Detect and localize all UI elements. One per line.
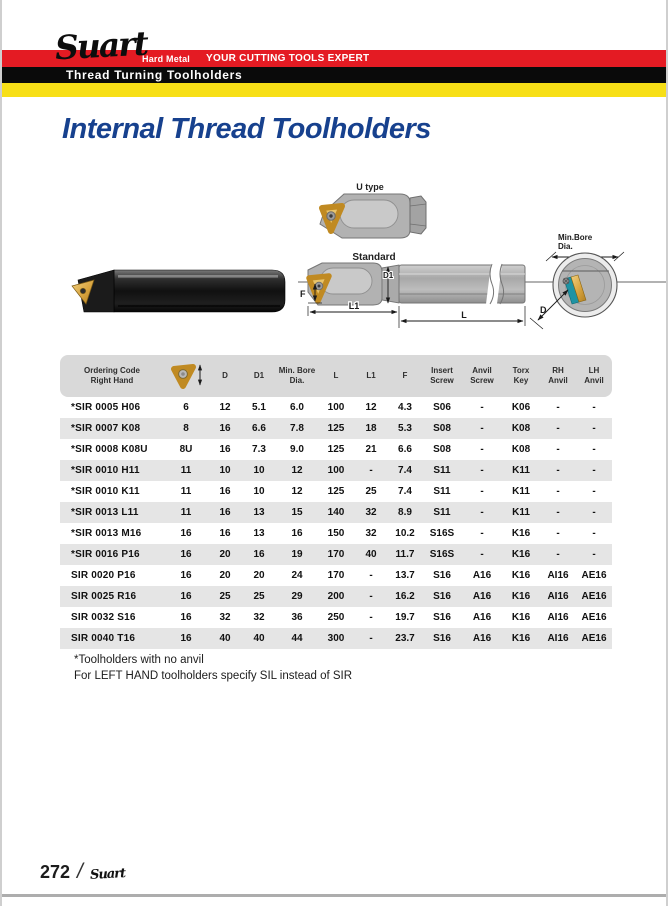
value-cell: 4.3 [398, 402, 412, 413]
value-cell: S11 [433, 507, 451, 518]
value-cell: 12 [291, 486, 303, 497]
footer-separator: / [77, 860, 83, 883]
value-cell: - [592, 444, 596, 455]
value-cell: 16 [180, 549, 192, 560]
value-cell: S16 [433, 591, 451, 602]
value-cell: 20 [219, 549, 231, 560]
value-cell: - [480, 549, 484, 560]
value-cell: - [480, 465, 484, 476]
value-cell: - [556, 528, 560, 539]
ordering-code-cell: SIR 0040 T16 [71, 633, 136, 644]
value-cell: 10 [253, 465, 265, 476]
value-cell: A16 [472, 633, 492, 644]
ordering-code-cell: *SIR 0016 P16 [71, 549, 140, 560]
value-cell: A16 [472, 612, 492, 623]
col-insert-screw: Insert Screw [430, 366, 454, 385]
clamp-block [410, 196, 426, 234]
value-cell: 150 [327, 528, 345, 539]
value-cell: 21 [365, 444, 377, 455]
col-anvil-screw: Anvil Screw [470, 366, 494, 385]
value-cell: AI16 [547, 570, 569, 581]
value-cell: 8U [179, 444, 193, 455]
dim-l1-label: L1 [348, 301, 360, 311]
value-cell: 15 [291, 507, 303, 518]
table-row [60, 523, 612, 544]
value-cell: - [556, 549, 560, 560]
table-row [60, 607, 612, 628]
value-cell: 300 [327, 633, 345, 644]
technical-drawings [2, 160, 668, 356]
value-cell: 40 [365, 549, 377, 560]
dim-l-label: L [461, 310, 467, 320]
col-min-bore: Min. Bore Dia. [278, 366, 316, 385]
value-cell: K16 [511, 633, 531, 644]
value-cell: 12 [365, 402, 377, 413]
hard-metal-label: Hard Metal [142, 53, 191, 64]
value-cell: 16 [219, 507, 231, 518]
value-cell: 19.7 [395, 612, 415, 623]
value-cell: 11.7 [395, 549, 415, 560]
value-cell: - [592, 465, 596, 476]
value-cell: 20 [219, 570, 231, 581]
value-cell: 32 [365, 507, 377, 518]
value-cell: 40 [253, 633, 265, 644]
value-cell: - [369, 633, 373, 644]
min-bore-label-1: Min.Bore [558, 233, 593, 242]
standard-label: Standard [352, 252, 396, 263]
value-cell: 16 [219, 444, 231, 455]
footnote-left-hand: For LEFT HAND toolholders specify SIL instead of SIR [74, 670, 353, 683]
col-l1: L1 [366, 371, 376, 381]
value-cell: 32 [219, 612, 231, 623]
value-cell: - [480, 444, 484, 455]
trigon-insert-icon [166, 360, 206, 390]
value-cell: 100 [327, 402, 345, 413]
value-cell: S16 [433, 612, 451, 623]
table-row [60, 628, 612, 649]
value-cell: - [369, 465, 373, 476]
col-f: F [402, 371, 408, 381]
value-cell: - [592, 507, 596, 518]
value-cell: 125 [327, 486, 345, 497]
value-cell: - [369, 570, 373, 581]
value-cell: 23.7 [395, 633, 415, 644]
value-cell: K11 [512, 507, 530, 518]
value-cell: 13.7 [395, 570, 415, 581]
bottom-rule [2, 894, 668, 897]
value-cell: K11 [512, 465, 530, 476]
ordering-code-cell: *SIR 0013 L11 [71, 507, 139, 518]
value-cell: 250 [327, 612, 345, 623]
value-cell: - [556, 507, 560, 518]
value-cell: K11 [512, 486, 530, 497]
value-cell: 6.6 [398, 444, 412, 455]
value-cell: 16 [180, 570, 192, 581]
spec-table-body [60, 397, 612, 649]
value-cell: 18 [365, 423, 377, 434]
value-cell: - [592, 528, 596, 539]
value-cell: 25 [365, 486, 377, 497]
value-cell: - [480, 486, 484, 497]
value-cell: 16 [219, 528, 231, 539]
value-cell: 16.2 [395, 591, 415, 602]
value-cell: K08 [511, 423, 531, 434]
value-cell: 6.6 [252, 423, 266, 434]
value-cell: - [480, 423, 484, 434]
value-cell: S11 [433, 486, 451, 497]
brand-logo: Suart [54, 23, 148, 68]
value-cell: 19 [291, 549, 303, 560]
value-cell: 11 [180, 507, 192, 518]
table-row [60, 481, 612, 502]
ordering-code-cell: SIR 0032 S16 [71, 612, 136, 623]
value-cell: 7.8 [290, 423, 304, 434]
value-cell: 16 [291, 528, 303, 539]
col-lh-anvil: LH Anvil [584, 366, 604, 385]
value-cell: 12 [219, 402, 231, 413]
value-cell: S16S [429, 528, 455, 539]
value-cell: - [592, 549, 596, 560]
ordering-code-cell: *SIR 0010 H11 [71, 465, 140, 476]
value-cell: AI16 [547, 591, 569, 602]
ordering-code-cell: SIR 0025 R16 [71, 591, 137, 602]
table-row [60, 418, 612, 439]
header-yellow-stripe [2, 83, 668, 97]
footnotes [74, 652, 352, 684]
value-cell: AE16 [581, 591, 607, 602]
value-cell: - [592, 402, 596, 413]
value-cell: 7.4 [398, 465, 412, 476]
value-cell: 16 [180, 528, 192, 539]
spec-table-header [60, 355, 612, 397]
value-cell: 5.3 [398, 423, 412, 434]
dim-f-label: F [300, 289, 306, 299]
value-cell: - [369, 612, 373, 623]
col-ordering-code: Ordering Code Right Hand [83, 366, 140, 385]
value-cell: 25 [253, 591, 265, 602]
value-cell: K16 [511, 570, 531, 581]
value-cell: 11 [180, 465, 192, 476]
col-rh-anvil: RH Anvil [548, 366, 568, 385]
value-cell: 125 [327, 423, 345, 434]
value-cell: S08 [433, 423, 451, 434]
col-insert-icon [164, 360, 208, 393]
value-cell: 10 [253, 486, 265, 497]
col-torx-key: Torx Key [512, 366, 530, 385]
value-cell: 200 [327, 591, 345, 602]
u-type-drawing [320, 182, 426, 238]
value-cell: S16S [429, 549, 455, 560]
table-row [60, 397, 612, 418]
value-cell: 170 [327, 570, 345, 581]
value-cell: AI16 [547, 633, 569, 644]
value-cell: 9.0 [290, 444, 304, 455]
footer-brand-logo: Suart [89, 866, 126, 883]
value-cell: 6.0 [290, 402, 304, 413]
value-cell: - [480, 402, 484, 413]
value-cell: 13 [253, 507, 265, 518]
table-row [60, 502, 612, 523]
page-number: 272 [40, 862, 71, 882]
value-cell: S06 [433, 402, 451, 413]
value-cell: - [480, 528, 484, 539]
table-row [60, 544, 612, 565]
table-row [60, 586, 612, 607]
tagline-label: YOUR CUTTING TOOLS EXPERT [206, 53, 370, 64]
value-cell: AE16 [581, 633, 607, 644]
col-d: D [222, 371, 228, 381]
value-cell: 16 [219, 423, 231, 434]
value-cell: 16 [253, 549, 265, 560]
section-title: Thread Turning Toolholders [66, 68, 243, 82]
standard-drawing [300, 252, 525, 328]
value-cell: - [480, 507, 484, 518]
value-cell: 24 [291, 570, 303, 581]
value-cell: 13 [253, 528, 265, 539]
value-cell: 44 [291, 633, 303, 644]
col-l: L [333, 371, 339, 381]
table-row [60, 460, 612, 481]
value-cell: 16 [180, 591, 192, 602]
cross-section-drawing [530, 233, 624, 329]
value-cell: - [556, 444, 560, 455]
value-cell: 29 [291, 591, 303, 602]
value-cell: S16 [433, 633, 451, 644]
value-cell: 7.3 [252, 444, 266, 455]
value-cell: 10 [219, 465, 231, 476]
value-cell: 36 [291, 612, 303, 623]
value-cell: 12 [291, 465, 303, 476]
ordering-code-cell: *SIR 0007 K08 [71, 423, 141, 434]
ordering-code-cell: *SIR 0013 M16 [71, 528, 142, 539]
value-cell: A16 [472, 591, 492, 602]
value-cell: 40 [219, 633, 231, 644]
value-cell: AI16 [547, 612, 569, 623]
footnote-no-anvil: *Toolholders with no anvil [74, 654, 204, 666]
page-title: Internal Thread Toolholders [62, 113, 431, 145]
table-row [60, 565, 612, 586]
value-cell: 11 [180, 486, 192, 497]
value-cell: 5.1 [252, 402, 266, 413]
value-cell: - [592, 423, 596, 434]
value-cell: 32 [365, 528, 377, 539]
value-cell: 20 [253, 570, 265, 581]
toolholder-photo [72, 270, 285, 312]
value-cell: S16 [433, 570, 451, 581]
value-cell: 100 [327, 465, 345, 476]
min-bore-label-2: Dia. [558, 242, 573, 251]
value-cell: K16 [511, 549, 531, 560]
value-cell: - [592, 486, 596, 497]
value-cell: K16 [511, 612, 531, 623]
table-row [60, 439, 612, 460]
value-cell: - [556, 465, 560, 476]
value-cell: K08 [511, 444, 531, 455]
value-cell: 140 [327, 507, 345, 518]
value-cell: K16 [511, 528, 531, 539]
dim-d-label: D [540, 305, 547, 315]
value-cell: 7.4 [398, 486, 412, 497]
u-type-label: U type [356, 182, 384, 192]
header-black-banner [2, 67, 668, 83]
value-cell: K06 [511, 402, 531, 413]
col-d1: D1 [253, 371, 265, 381]
value-cell: 32 [253, 612, 265, 623]
value-cell: 16 [180, 612, 192, 623]
value-cell: 16 [219, 486, 231, 497]
ordering-code-cell: *SIR 0008 K08U [71, 444, 148, 455]
ordering-code-cell: *SIR 0005 H06 [71, 402, 141, 413]
value-cell: - [556, 423, 560, 434]
dim-d1-label: D1 [383, 271, 394, 280]
ordering-code-cell: *SIR 0010 K11 [71, 486, 140, 497]
value-cell: S11 [433, 465, 451, 476]
spec-table [60, 355, 612, 649]
value-cell: K16 [511, 591, 531, 602]
value-cell: 10.2 [395, 528, 415, 539]
value-cell: A16 [472, 570, 492, 581]
value-cell: - [556, 402, 560, 413]
page-footer [40, 860, 125, 884]
value-cell: 25 [219, 591, 231, 602]
value-cell: AE16 [581, 612, 607, 623]
value-cell: 170 [327, 549, 345, 560]
value-cell: S08 [433, 444, 451, 455]
value-cell: - [369, 591, 373, 602]
value-cell: 8 [183, 423, 189, 434]
value-cell: 8.9 [398, 507, 412, 518]
value-cell: 16 [180, 633, 192, 644]
value-cell: 125 [327, 444, 345, 455]
value-cell: 6 [183, 402, 189, 413]
ordering-code-cell: SIR 0020 P16 [71, 570, 136, 581]
value-cell: - [556, 486, 560, 497]
value-cell: AE16 [581, 570, 607, 581]
